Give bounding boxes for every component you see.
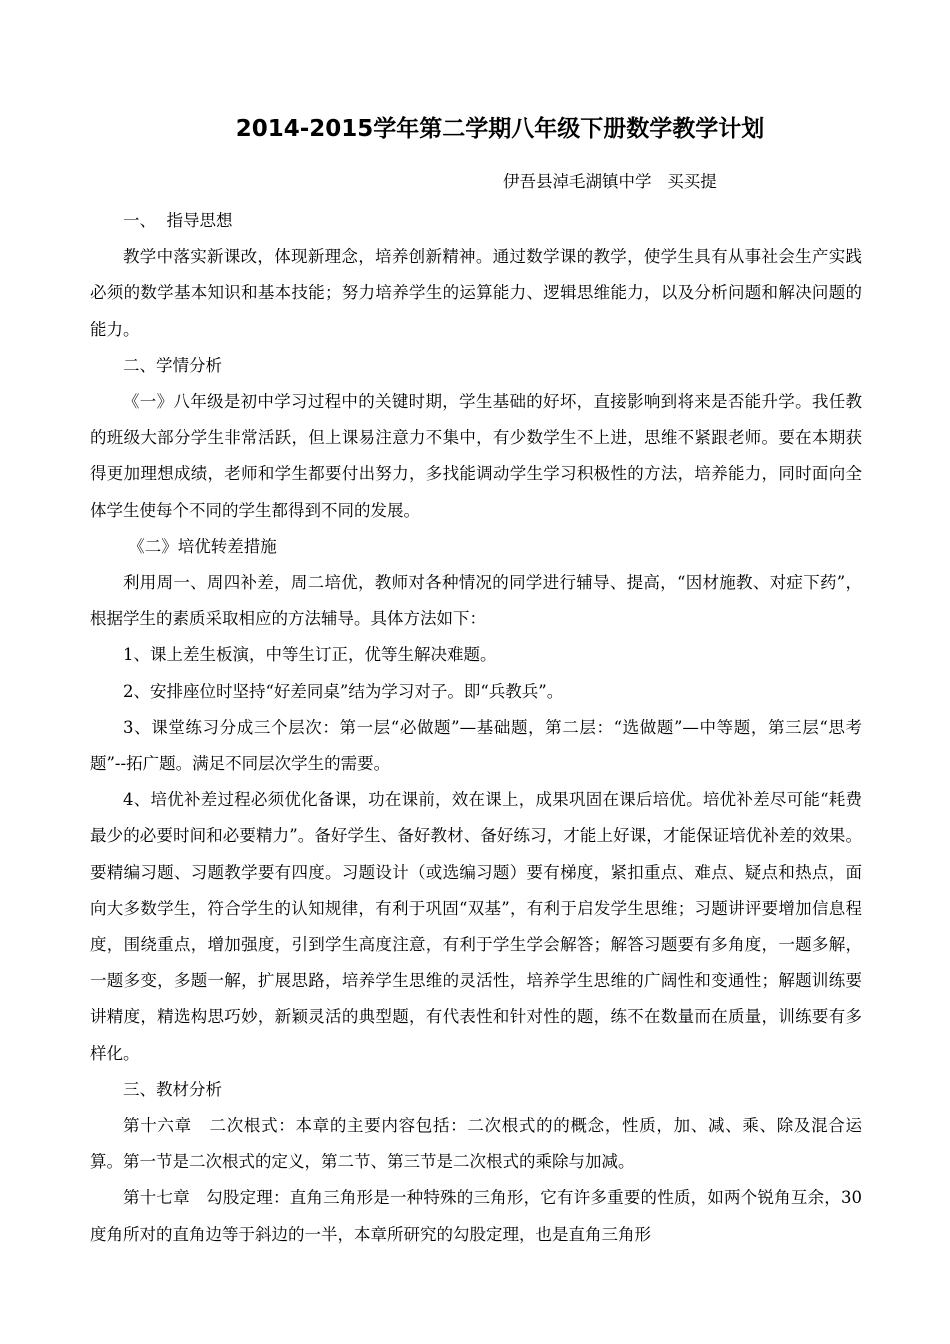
paragraph-measures-intro: 利用周一、周四补差，周二培优，教师对各种情况的同学进行辅导、提高，“因材施教、对症下药”，根据学生的素质采取相应的方法辅导。具体方法如下： — [90, 573, 862, 629]
author-line: 伊吾县淖毛湖镇中学 买买提 — [503, 172, 717, 191]
paragraph-chapter-16: 第十六章 二次根式：本章的主要内容包括：二次根式的的概念，性质，加、减、乘、除及混合运算。第一节是二次根式的定义，第二节、第三节是二次根式的乘除与加减。 — [90, 1116, 862, 1172]
document-title — [0, 113, 950, 145]
title-text: 2014-2015学年第二学期八年级下册数学教学计划 — [235, 116, 765, 142]
paragraph-chapter-17: 第十七章 勾股定理：直角三角形是一种特殊的三角形，它有许多重要的性质，如两个锐角互余，30度角所对的直角边等于斜边的一半，本章所研究的勾股定理，也是直角三角形 — [90, 1188, 862, 1244]
paragraph-student-analysis: 《一》八年级是初中学习过程中的关键时期，学生基础的好坏，直接影响到将来是否能升学。我任教的班级大部分学生非常活跃，但上课易注意力不集中，有少数学生不上进，思维不紧跟老师。要在本期获得更加理想成绩，老师和学生都要付出努力，多找能调动学生学习积极性的方法，培养能力，同时面向全体学生使每个不同的学生都得到不同的发展。 — [90, 392, 862, 520]
subheading-measures: 《二》培优转差措施 — [123, 536, 277, 556]
list-item-2: 2、安排座位时坚持“好差同桌”结为学习对子。即“兵教兵”。 — [123, 681, 564, 701]
section-heading-guiding-ideology: 一、 指导思想 — [123, 211, 233, 230]
paragraph-guiding-ideology: 教学中落实新课改，体现新理念，培养创新精神。通过数学课的教学，使学生具有从事社会生产实践必须的数学基本知识和基本技能；努力培养学生的运算能力、逻辑思维能力，以及分析问题和解决问题的能力。 — [90, 247, 862, 339]
list-item-4: 4、培优补差过程必须优化备课，功在课前，效在课上，成果巩固在课后培优。培优补差尽可能“耗费最少的必要时间和必要精力”。备好学生、备好教材、备好练习，才能上好课，才能保证培优补差的效果。要精编习题、习题教学要有四度。习题设计（或选编习题）要有梯度，紧扣重点、难点、疑点和热点，面向大多数学生，符合学生的认知规律，有利于巩固“双基”，有利于启发学生思维；习题讲评要增加信息程度，围绕重点，增加强度，引到学生高度注意，有利于学生学会解答；解答习题要有多角度，一题多解，一题多变，多题一解，扩展思路，培养学生思维的灵活性，培养学生思维的广阔性和变通性；解题训练要讲精度，精选构思巧妙，新颖灵活的典型题，有代表性和针对性的题，练不在数量而在质量，训练要有多样化。 — [90, 790, 862, 1063]
section-heading-student-analysis: 二、学情分析 — [123, 355, 222, 375]
document-body — [90, 203, 862, 1253]
list-item-1: 1、课上差生板演，中等生订正，优等生解决难题。 — [123, 645, 497, 665]
list-item-3: 3、课堂练习分成三个层次：第一层“必做题”—基础题，第二层：“选做题”—中等题，第三层“思考题”--拓广题。满足不同层次学生的需要。 — [90, 717, 862, 774]
section-heading-textbook-analysis: 三、教材分析 — [123, 1079, 222, 1099]
